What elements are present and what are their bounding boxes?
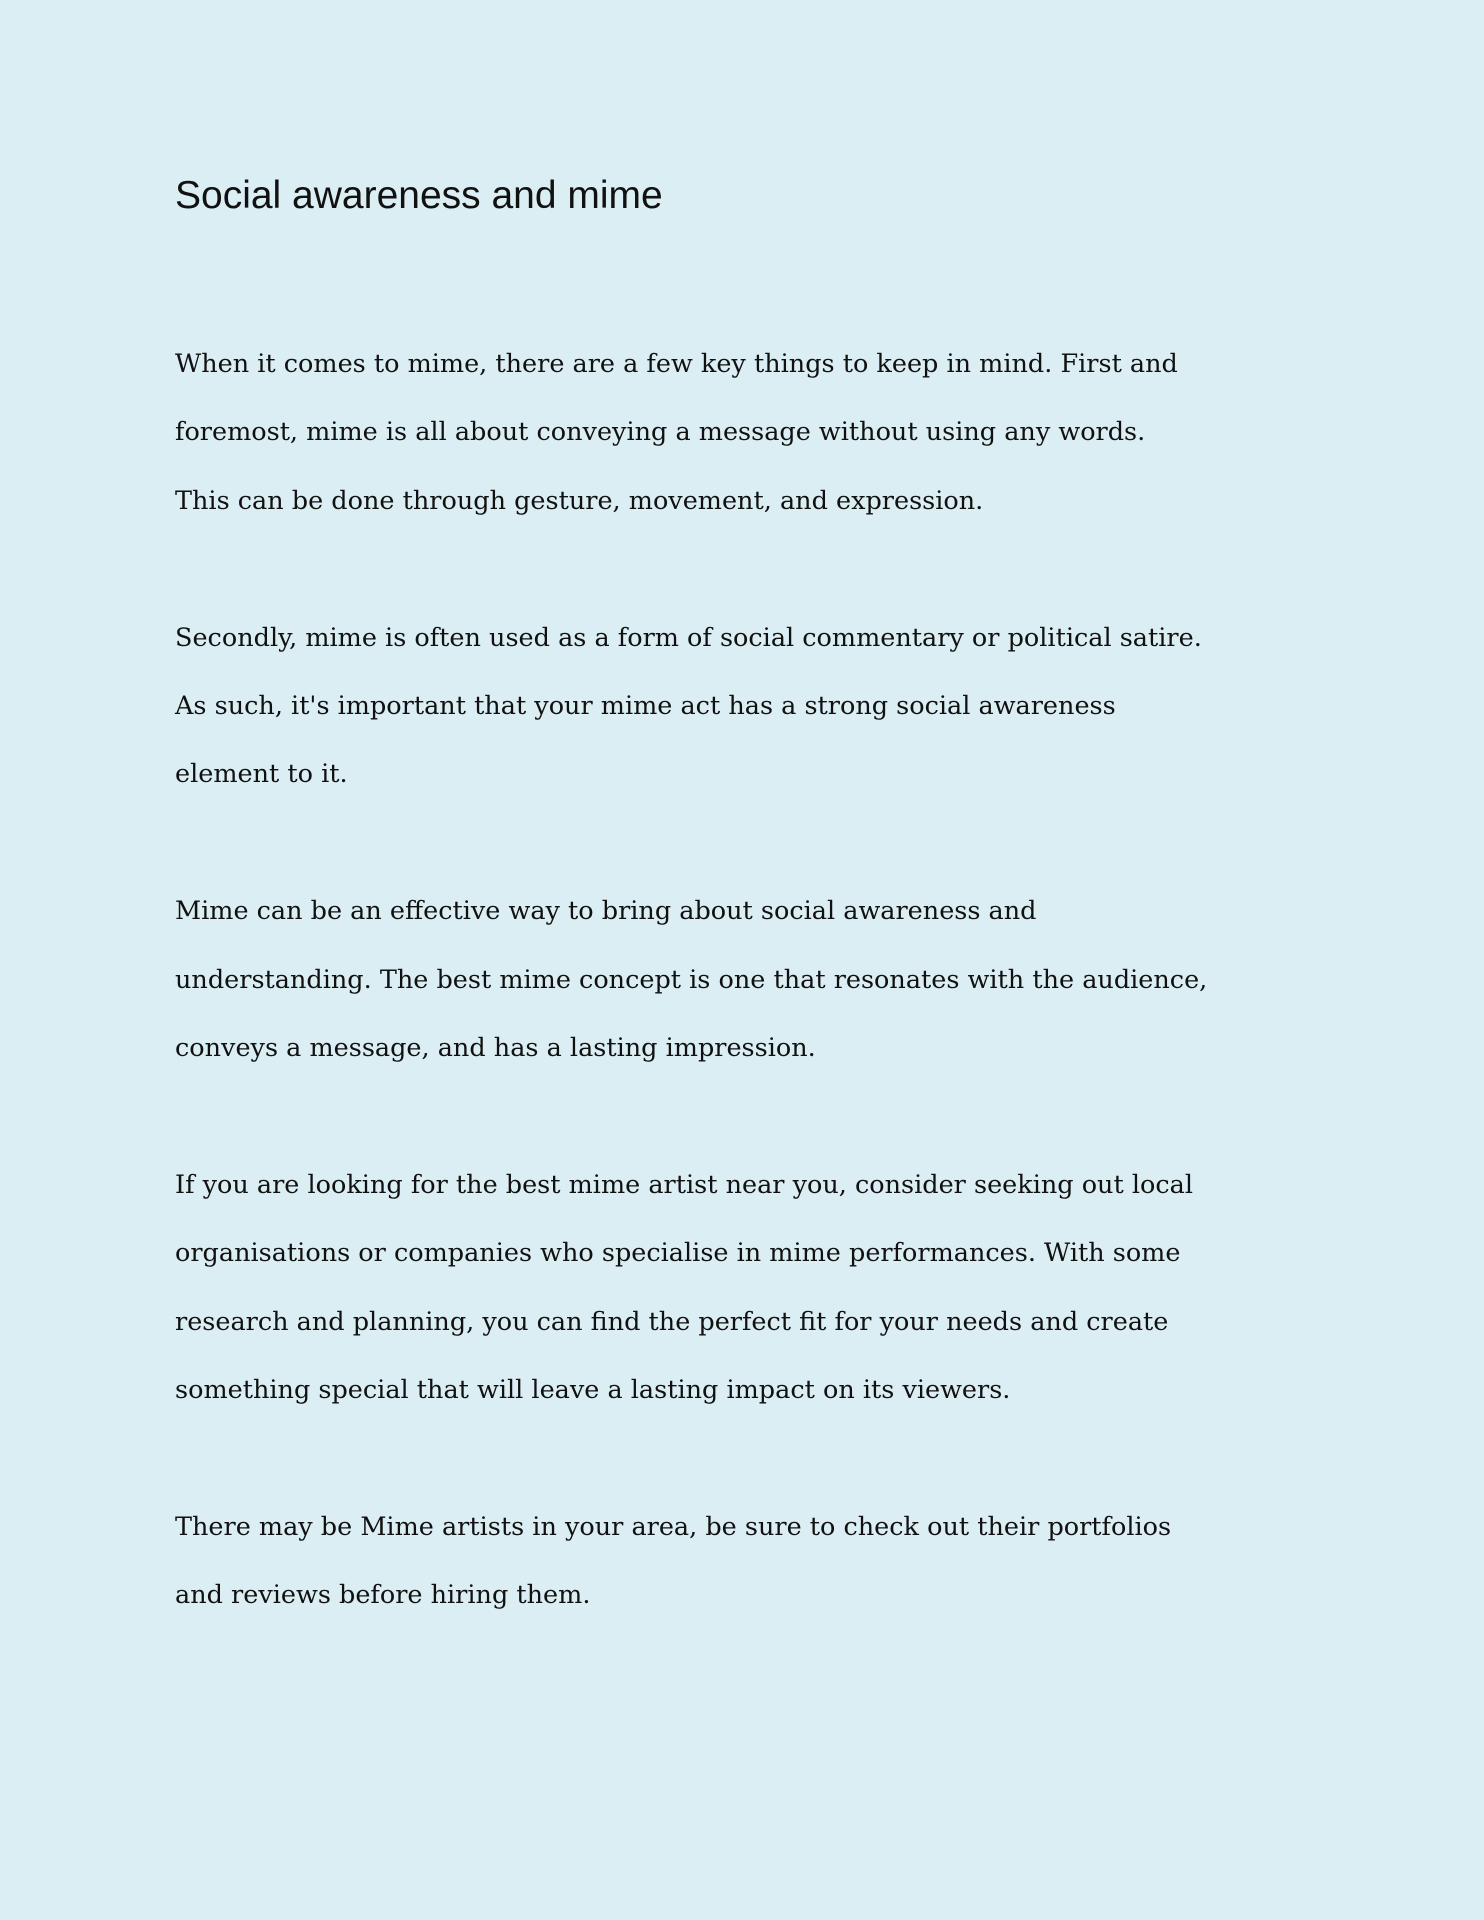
paragraph xyxy=(175,330,1355,535)
paragraph-line: and reviews before hiring them. xyxy=(175,1580,591,1611)
paragraph xyxy=(175,1493,1355,1630)
paragraph-line: Secondly, mime is often used as a form of social commentary or political satire. xyxy=(175,622,1202,653)
paragraph-line: element to it. xyxy=(175,759,348,790)
paragraph xyxy=(175,604,1355,809)
paragraph-line: This can be done through gesture, movement, and expression. xyxy=(175,485,984,516)
page-title: Social awareness and mime xyxy=(175,174,663,217)
paragraph xyxy=(175,1151,1355,1425)
paragraph-line: foremost, mime is all about conveying a message without using any words. xyxy=(175,417,1146,448)
paragraph-line: research and planning, you can find the perfect fit for your needs and create xyxy=(175,1306,1169,1337)
paragraph-line: understanding. The best mime concept is one that resonates with the audience, xyxy=(175,964,1208,995)
paragraph-line: something special that will leave a lasting impact on its viewers. xyxy=(175,1375,1011,1406)
paragraph-line: conveys a message, and has a lasting impression. xyxy=(175,1033,816,1064)
article-body xyxy=(175,330,1355,1698)
paragraph-line: organisations or companies who specialise in mime performances. With some xyxy=(175,1238,1181,1269)
paragraph-line: There may be Mime artists in your area, be sure to check out their portfolios xyxy=(175,1511,1172,1542)
paragraph-line: As such, it's important that your mime act has a strong social awareness xyxy=(175,691,1116,722)
paragraph-line: If you are looking for the best mime artist near you, consider seeking out local xyxy=(175,1169,1193,1200)
paragraph-line: Mime can be an effective way to bring about social awareness and xyxy=(175,896,1037,927)
paragraph-line: When it comes to mime, there are a few key things to keep in mind. First and xyxy=(175,349,1178,379)
paragraph xyxy=(175,877,1355,1082)
